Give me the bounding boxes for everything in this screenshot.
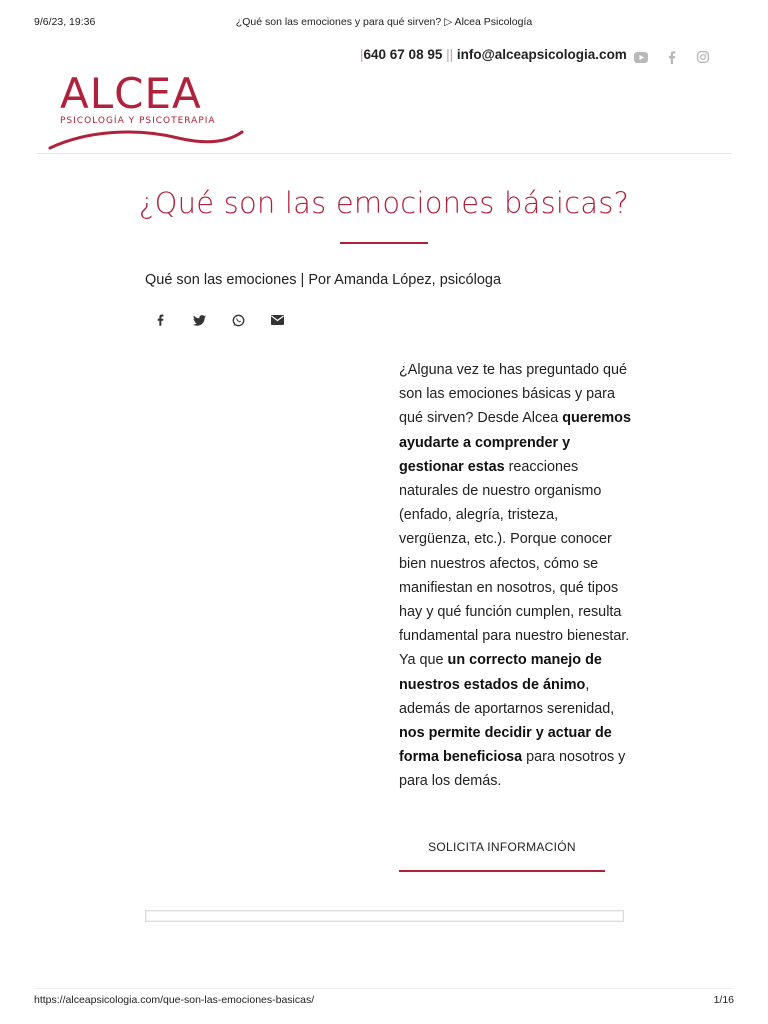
cta-underline — [399, 870, 605, 872]
body-text-1: ¿Alguna vez te has preguntado qué son las emociones básicas y para qué sirven? Desde Alcea — [399, 362, 628, 427]
email-link[interactable]: info@alceapsicologia.com — [456, 47, 627, 62]
logo-swoosh — [48, 120, 248, 152]
twitter-icon[interactable] — [191, 312, 207, 328]
site-logo[interactable] — [48, 70, 248, 152]
body-highlight-2: un correcto manejo de nuestros estados de ánimo — [399, 652, 602, 693]
header-divider — [37, 153, 732, 154]
youtube-icon[interactable] — [633, 49, 649, 65]
facebook-icon[interactable] — [664, 49, 680, 65]
print-url: https://alceapsicologia.com/que-son-las-emociones-basicas/ — [34, 994, 315, 1006]
print-doc-title: ¿Qué son las emociones y para qué sirven? ▷ Alcea Psicología — [235, 16, 533, 28]
instagram-icon[interactable] — [695, 49, 711, 65]
body-highlight-1: queremos ayudarte a comprender y gestionar estas — [399, 410, 631, 475]
footer-divider — [34, 988, 734, 989]
logo-tagline: PSICOLOGÍA Y PSICOTERAPIA — [60, 116, 216, 126]
share-bar — [152, 312, 285, 328]
facebook-icon[interactable] — [152, 312, 168, 328]
contact-bar — [360, 47, 627, 62]
mail-icon[interactable] — [269, 312, 285, 328]
body-text-3: , además de aportarnos serenidad, — [399, 676, 615, 717]
print-header — [34, 16, 734, 30]
social-links — [633, 49, 711, 65]
whatsapp-icon[interactable] — [230, 312, 246, 328]
logo-name: ALCEA — [60, 69, 202, 118]
article-body — [399, 358, 631, 794]
title-underline — [340, 242, 428, 244]
request-info-button[interactable]: SOLICITA INFORMACIÓN — [428, 840, 576, 854]
print-page-number: 1/16 — [713, 994, 734, 1006]
phone-link[interactable]: 640 67 08 95 — [363, 47, 443, 62]
body-highlight-3: nos permite decidir y actuar de forma beneficiosa — [399, 725, 612, 766]
contact-separator: | — [360, 47, 364, 62]
contact-separator: || — [442, 47, 457, 62]
body-text-2: reacciones naturales de nuestro organismo (enfado, alegría, tristeza, vergüenza, etc.). Porque conocer bien nuestros afectos, cómo se manifiestan en nosotros, qué tipos hay y qué función cumplen, resulta fundamental para nuestro bienestar. Ya que — [399, 458, 630, 669]
empty-content-box — [145, 910, 624, 922]
article-subtitle: Qué son las emociones | Por Amanda López, psicóloga — [145, 272, 502, 288]
page-title: ¿Qué son las emociones básicas? — [138, 186, 630, 220]
print-datetime: 9/6/23, 19:36 — [34, 16, 96, 28]
body-text-4: para nosotros y para los demás. — [399, 749, 626, 790]
